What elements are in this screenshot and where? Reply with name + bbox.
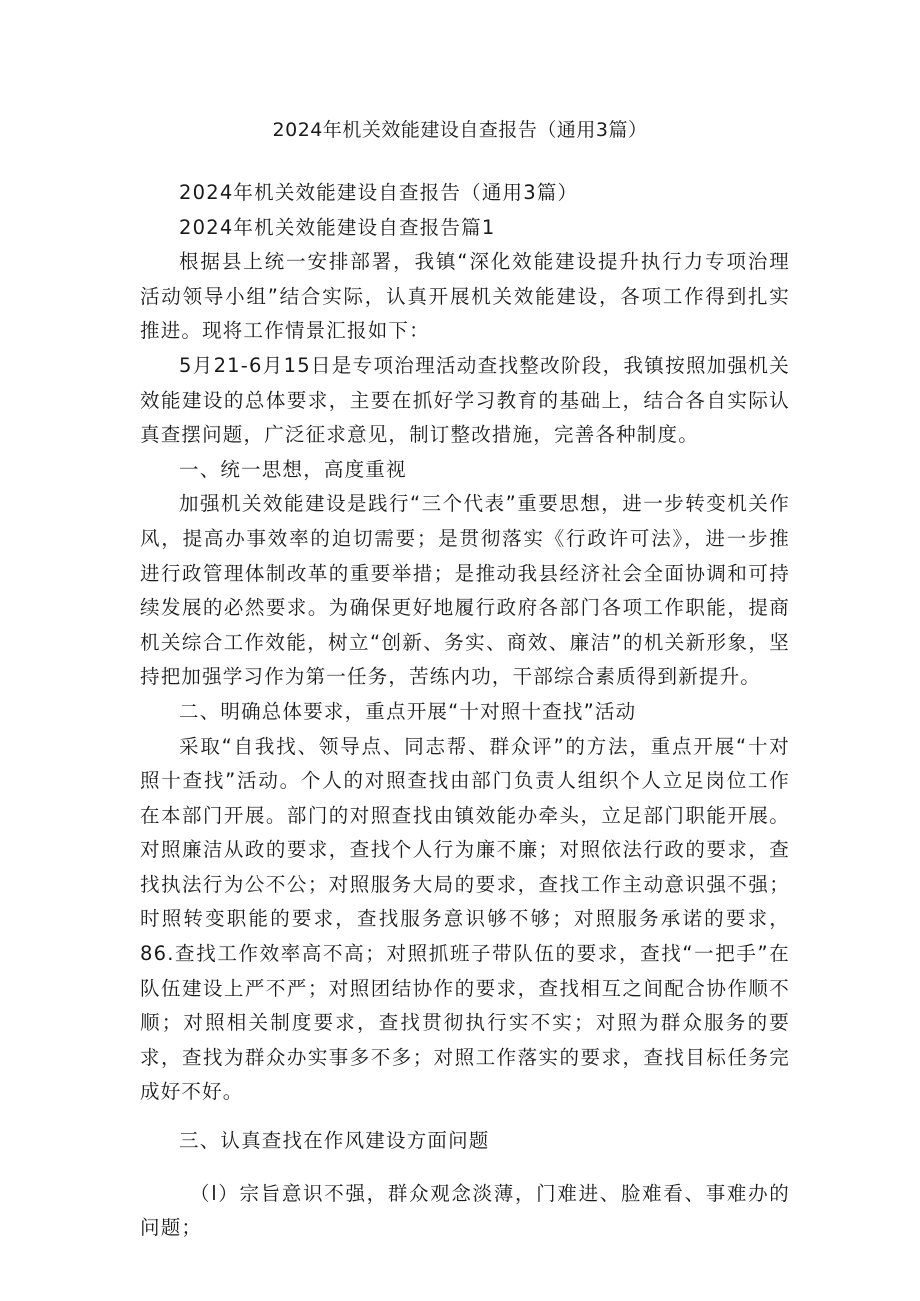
document-title: 2024年机关效能建设自查报告（通用3篇） — [272, 119, 648, 141]
section-heading-1: 一、统一思想，高度重视 — [179, 457, 407, 481]
stage-paragraph: 5月21-6月15日是专项治理活动查找整改阶段，我镇按照加强机关效能建设的总体要求，主要在抓好学习教育的基础上，结合各自实际认真查摆问题，广泛征求意见，制订整改措施，完善各种制度。 — [140, 353, 790, 447]
section-text-2: 采取“自我找、领导点、同志帮、群众评”的方法，重点开展“十对照十查找”活动。个人的对照查找由部门负责人组织个人立足岗位工作在本部门开展。部门的对照查找由镇效能办牵头，立足部门职能开展。对照廉洁从政的要求，查找个人行为廉不廉；对照依法行政的要求，查找执法行为公不公；对照服务大局的要求，查找工作主动意识强不强；时照转变职能的要求，查找服务意识够不够；对照服务承诺的要求，86.查找工作效率高不高；对照抓班子带队伍的要求，查找“一把手”在队伍建设上严不严；对照团结协作的要求，查找相互之间配合协作顺不顺；对照相关制度要求，查找贯彻执行实不实；对照为群众服务的要求，查找为群众办实事多不多；对照工作落实的要求，查找目标任务完成好不好。 — [140, 734, 790, 1104]
document-subtitle: 2024年机关效能建设自查报告（通用3篇） — [179, 181, 579, 204]
article-heading: 2024年机关效能建设自查报告篇1 — [179, 215, 496, 239]
list-item-1: （l）宗旨意识不强，群众观念淡薄，门难进、脸难看、事难办的问题； — [140, 1181, 790, 1240]
intro-paragraph: 根据县上统一安排部署，我镇“深化效能建设提升执行力专项治理活动领导小组”结合实际，认真开展机关效能建设，各项工作得到扎实推进。现将工作情景汇报如下： — [140, 250, 790, 343]
section-heading-2: 二、明确总体要求，重点开展“十对照十查找”活动 — [179, 699, 637, 723]
section-text-1: 加强机关效能建设是践行“三个代表”重要思想，进一步转变机关作风，提高办事效率的迫切需要；是贯彻落实《行政许可法》，进一步推进行政管理体制改革的重要举措；是推动我县经济社会全面协调和可持续发展的必然要求。为确保更好地履行政府各部门各项工作职能，提商机关综合工作效能，树立“创新、务实、商效、廉洁”的机关新形象，坚持把加强学习作为第一任务，苦练内功，干部综合素质得到新提升。 — [140, 492, 790, 689]
section-heading-3: 三、认真查找在作风建设方面问题 — [179, 1129, 490, 1153]
document-body — [140, 176, 790, 1246]
